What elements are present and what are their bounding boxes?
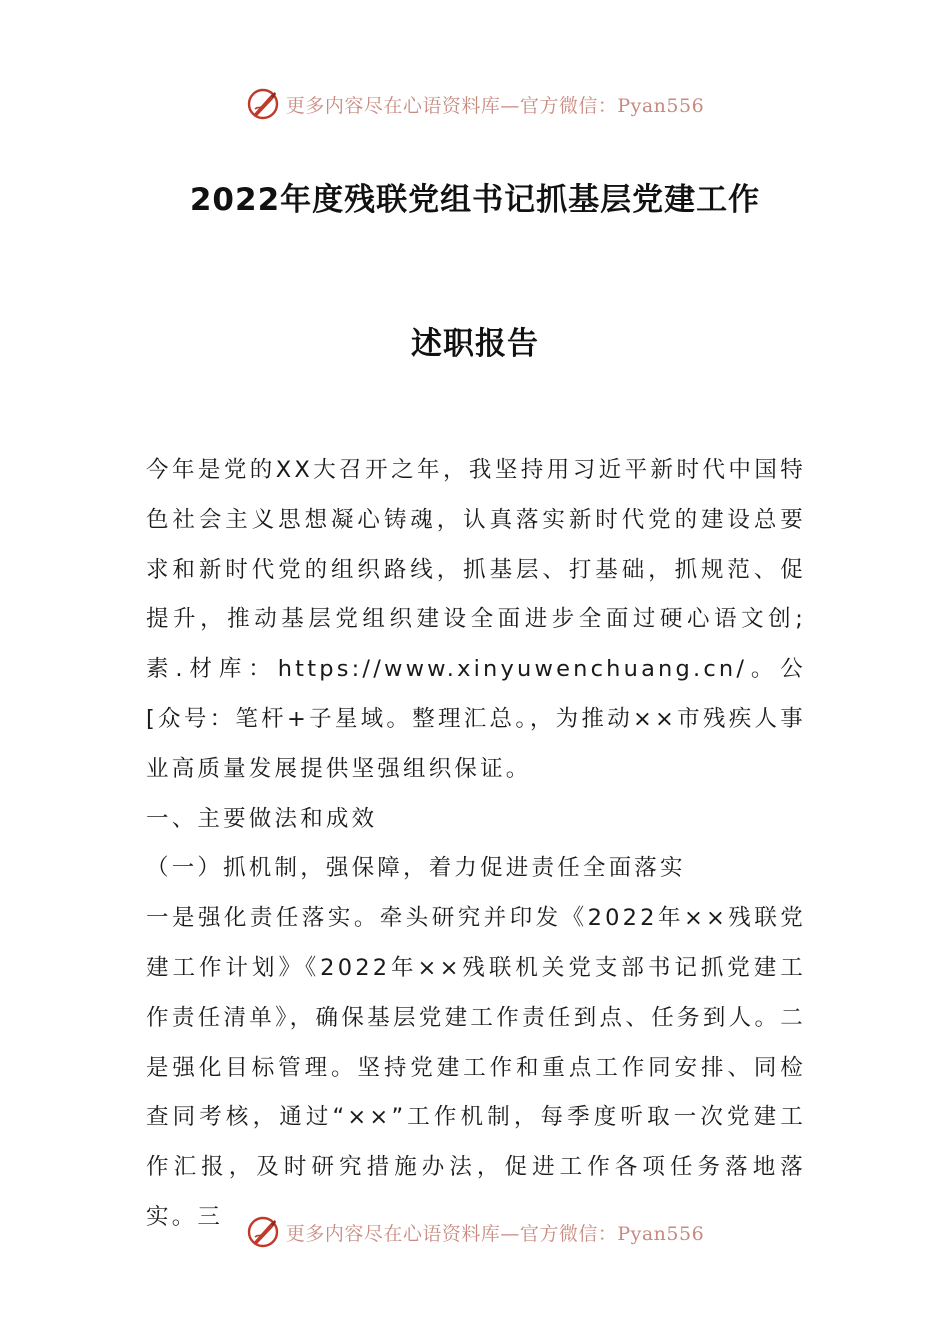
document-title-line-1: 2022年度残联党组书记抓基层党建工作: [189, 182, 761, 218]
banner-text: 更多内容尽在心语资料库—官方微信：Pyan556: [285, 94, 705, 117]
intro-paragraph: 今年是党的XX大召开之年，我坚持用习近平新时代中国特色社会主义思想凝心铸魂，认真落实新时代党的建设总要求和新时代党的组织路线，抓基层、打基础，抓规范、促提升，推动基层党组织建设全面进步全面过硬心语文创;素.材库：https://www.xinyuwenchuang.cn/。公[众号：笔杆+子星域。整理汇总。，为推动××市残疾人事业高质量发展提供坚强组织保证。: [146, 457, 806, 782]
subsection-heading: （一）抓机制，强保障，着力促进责任全面落实: [146, 855, 686, 882]
section-heading: 一、主要做法和成效: [146, 805, 378, 832]
banner-text: 更多内容尽在心语资料库—官方微信：Pyan556: [285, 1222, 705, 1245]
quill-pen-logo-icon: [246, 1215, 280, 1249]
document-title-line-2: 述职报告: [411, 326, 539, 362]
document-body: [146, 446, 806, 1243]
header-watermark-banner: [0, 84, 950, 124]
quill-pen-logo-icon: [246, 87, 280, 121]
body-paragraph: 一是强化责任落实。牵头研究并印发《2022年××残联党建工作计划》《2022年××残联机关党支部书记抓党建工作责任清单》，确保基层党建工作责任到点、任务到人。二是强化目标管理。坚持党建工作和重点工作同安排、同检查同考核，通过“××”工作机制，每季度听取一次党建工作汇报，及时研究措施办法，促进工作各项任务落地落实。三: [146, 905, 806, 1230]
footer-watermark-banner: [0, 1212, 950, 1252]
